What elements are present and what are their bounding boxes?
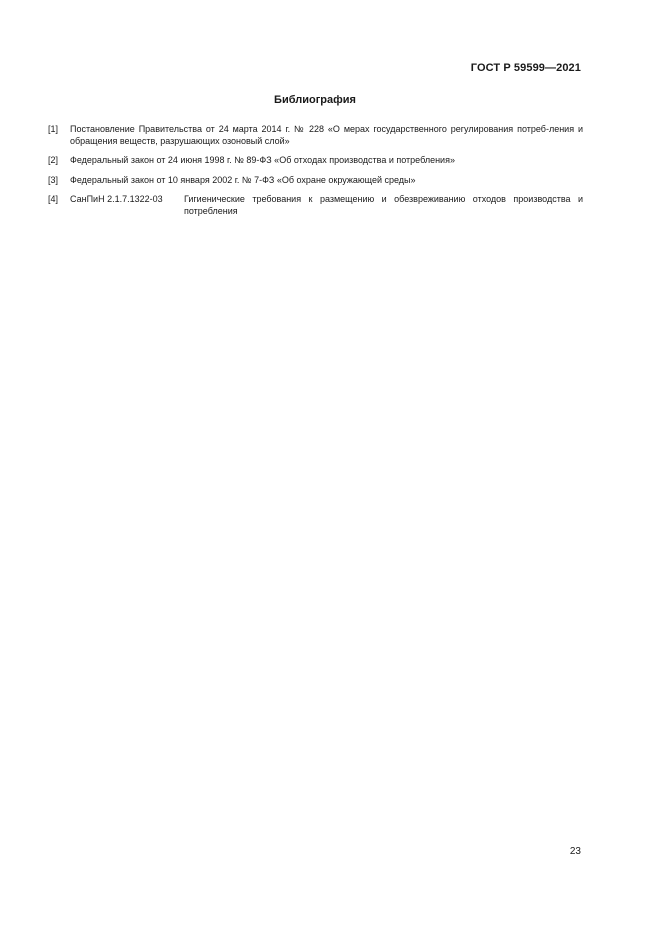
entry-number: [1] <box>48 124 59 134</box>
entry-number: [2] <box>48 155 59 165</box>
entry-text: Федеральный закон от 24 июня 1998 г. № 89-ФЗ «Об отходах производства и потребления» <box>70 155 455 165</box>
entry-text: Постановление Правительства от 24 марта 2014 г. № 228 «О мерах государственного регулирования потреб-ления и обращения веществ, разрушающих озоновый слой» <box>70 124 583 146</box>
bibliography-entry <box>48 175 583 187</box>
document-id: ГОСТ Р 59599—2021 <box>470 62 581 74</box>
bibliography-entry <box>48 194 583 217</box>
entry-text: Федеральный закон от 10 января 2002 г. № 7-ФЗ «Об охране окружающей среды» <box>70 174 416 185</box>
entry-number: [3] <box>48 174 59 185</box>
entry-code: СанПиН 2.1.7.1322-03 <box>70 194 163 204</box>
bibliography-entry <box>48 124 583 147</box>
bibliography-title: Библиография <box>274 94 356 106</box>
entry-text: Гигиенические требования к размещению и обезвреживанию отходов производства и потребления <box>184 194 583 216</box>
page-number: 23 <box>569 846 581 857</box>
bibliography-entry <box>48 155 583 167</box>
entry-number: [4] <box>48 194 59 204</box>
bibliography-list <box>48 124 583 217</box>
